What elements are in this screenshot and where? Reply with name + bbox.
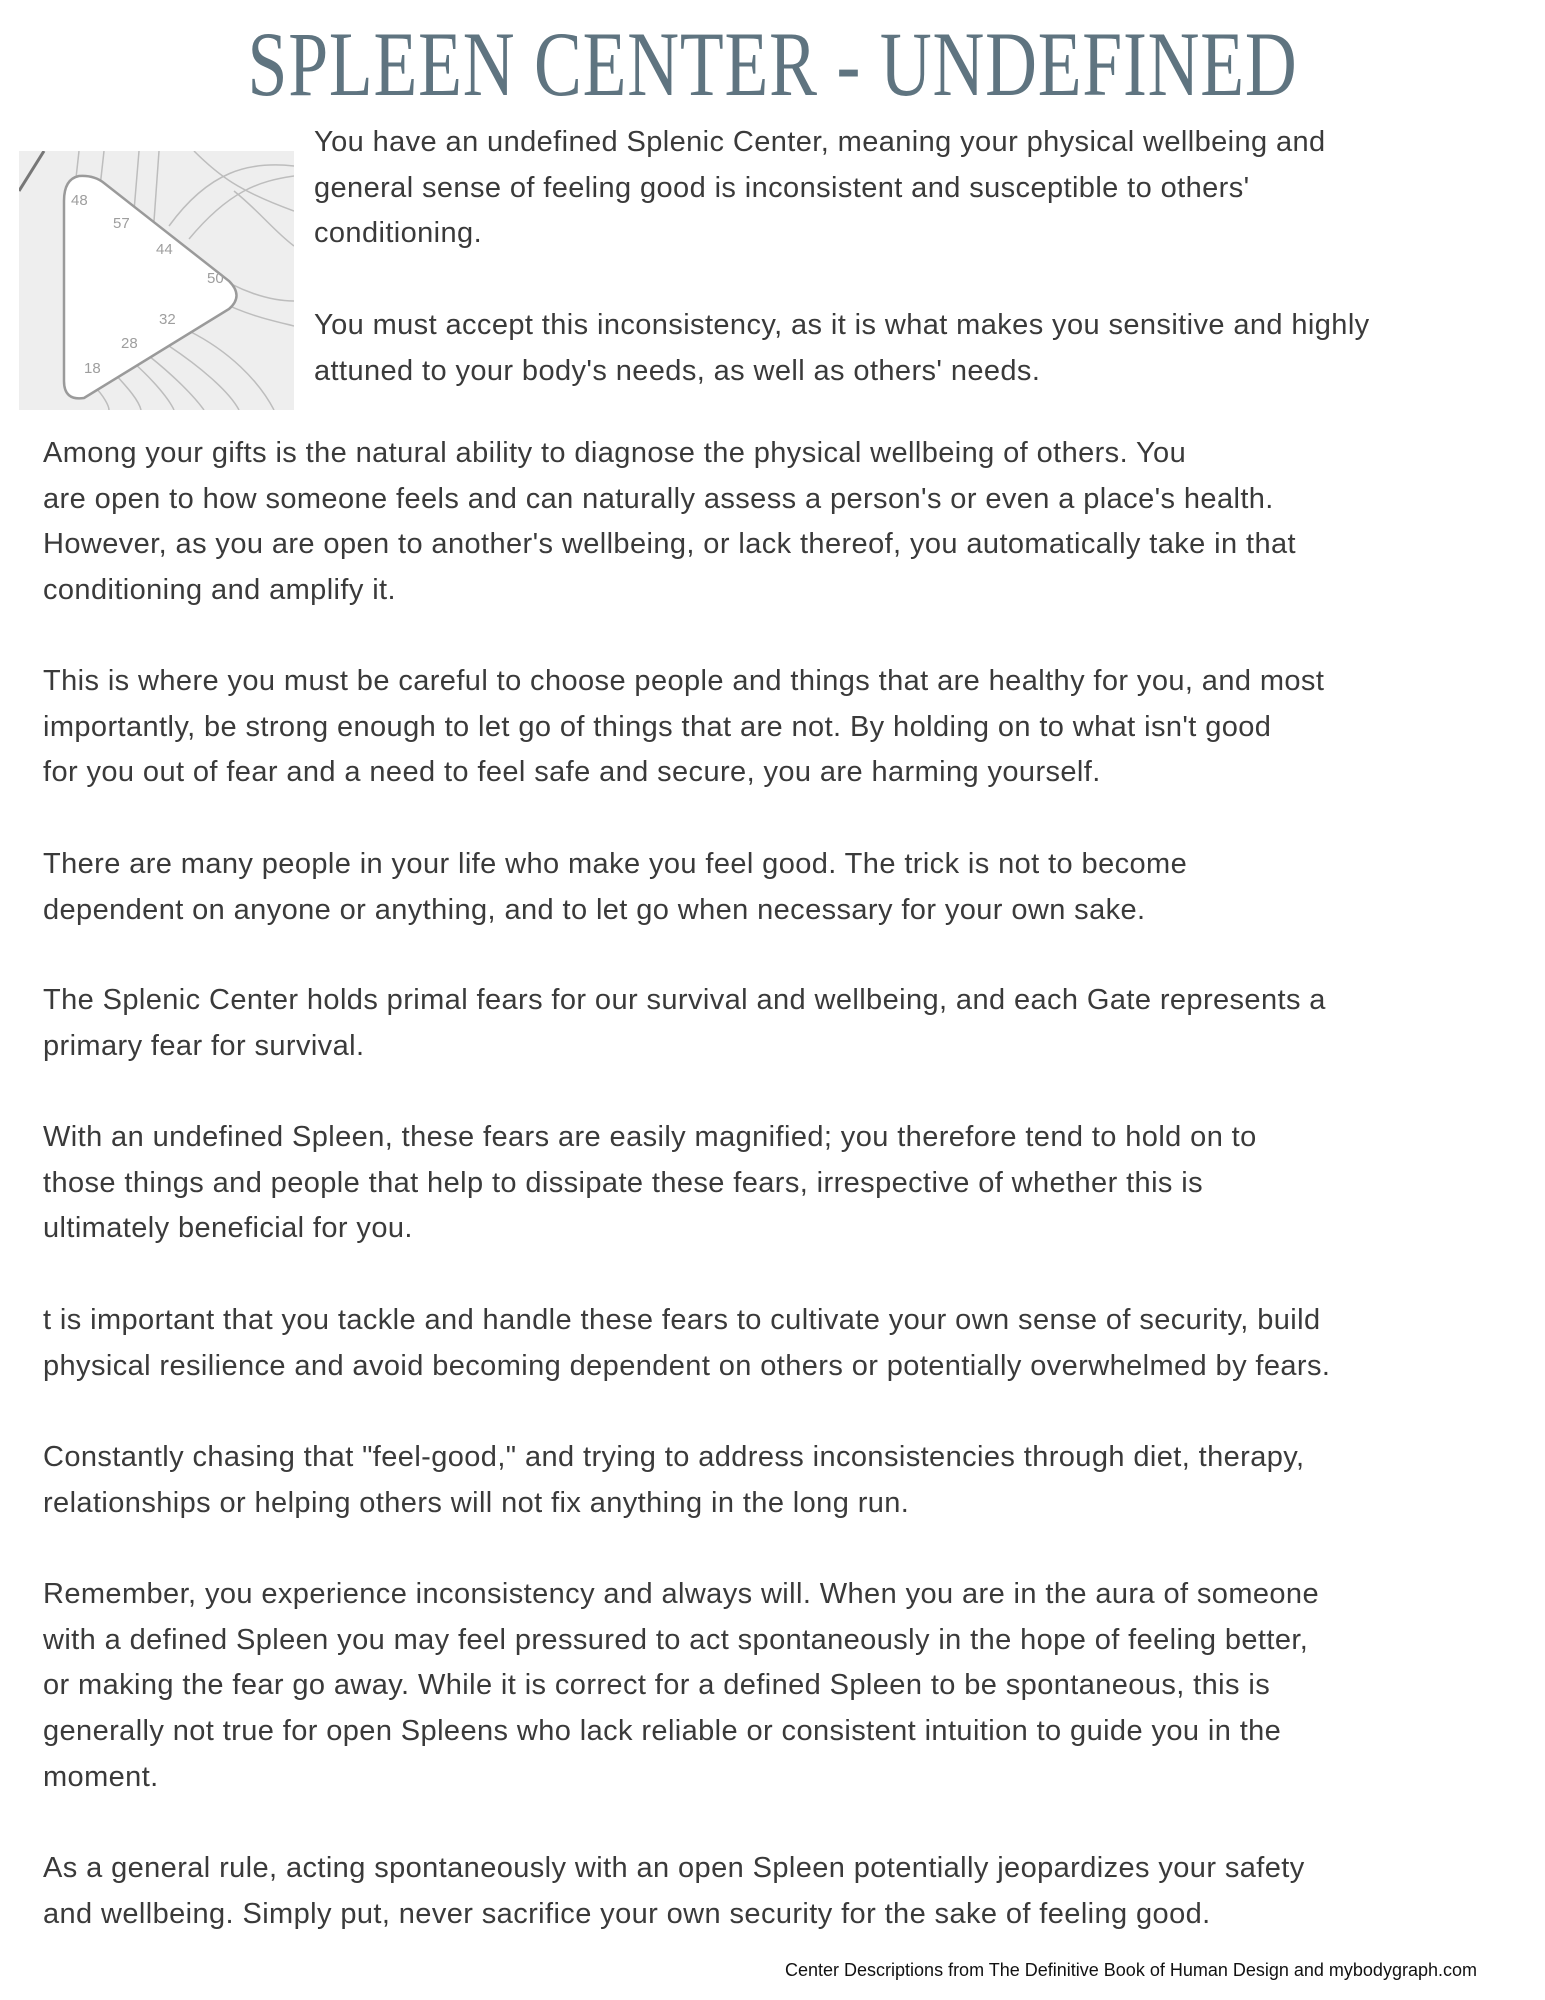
text-line: physical resilience and avoid becoming dependent on others or potentially overwhelmed by fears. [43,1349,1331,1382]
body-paragraph [43,842,1187,933]
text-line: Among your gifts is the natural ability to diagnose the physical wellbeing of others. You [43,437,1187,469]
text-line: relationships or helping others will not fix anything in the long run. [43,1486,910,1519]
text-line: With an undefined Spleen, these fears are easily magnified; you therefore tend to hold on to [43,1121,1257,1153]
text-line: general sense of feeling good is inconsistent and susceptible to others' [314,171,1250,204]
text-line: Constantly chasing that "feel-good," and trying to address inconsistencies through diet, therapy, [43,1441,1305,1473]
text-line: Remember, you experience inconsistency and always will. When you are in the aura of someone [43,1578,1319,1610]
text-line: attuned to your body's needs, as well as others' needs. [314,354,1041,387]
text-line: with a defined Spleen you may feel pressured to act spontaneously in the hope of feeling better, [43,1623,1309,1656]
text-line: You have an undefined Splenic Center, meaning your physical wellbeing and [314,126,1326,158]
intro-paragraph [314,303,1370,394]
text-line: As a general rule, acting spontaneously with an open Spleen potentially jeopardizes your safety [43,1852,1305,1884]
body-paragraph [43,1846,1305,1937]
text-line: This is where you must be careful to choose people and things that are healthy for you, and most [43,665,1325,697]
text-line: or making the fear go away. While it is correct for a defined Spleen to be spontaneous, this is [43,1669,1271,1702]
body-paragraph [43,659,1324,796]
gate-label: 48 [71,192,88,209]
gate-label: 50 [207,270,224,287]
text-line: dependent on anyone or anything, and to let go when necessary for your own sake. [43,893,1146,926]
text-line: and wellbeing. Simply put, never sacrifice your own security for the sake of feeling good. [43,1897,1211,1930]
gate-label: 32 [159,311,176,328]
body-paragraph [43,1298,1330,1389]
page-title: SPLEEN CENTER - UNDEFINED [247,13,1298,115]
body-paragraph [43,431,1296,614]
text-line: ultimately beneficial for you. [43,1212,413,1245]
body-paragraph [43,1435,1304,1526]
text-line: are open to how someone feels and can naturally assess a person's or even a place's health. [43,482,1274,515]
gate-label: 28 [121,335,138,352]
intro-paragraph [314,120,1326,257]
text-line: primary fear for survival. [43,1029,365,1062]
spleen-center-diagram [19,151,294,410]
body-paragraph [43,978,1326,1069]
text-line: conditioning and amplify it. [43,574,396,607]
body-paragraph [43,1572,1319,1801]
text-line: generally not true for open Spleens who lack reliable or consistent intuition to guide you in the [43,1715,1282,1748]
text-line: moment. [43,1760,159,1793]
body-paragraph [43,1115,1257,1252]
text-line: There are many people in your life who make you feel good. The trick is not to become [43,848,1188,880]
text-line: for you out of fear and a need to feel safe and secure, you are harming yourself. [43,756,1101,789]
gate-label: 44 [156,241,173,258]
text-line: However, as you are open to another's wellbeing, or lack thereof, you automatically take in that [43,528,1296,561]
text-line: those things and people that help to dissipate these fears, irrespective of whether this is [43,1166,1204,1199]
text-line: importantly, be strong enough to let go of things that are not. By holding on to what isn't good [43,710,1272,743]
text-line: t is important that you tackle and handle these fears to cultivate your own sense of security, build [43,1304,1321,1336]
gate-label: 18 [84,360,101,377]
gate-label: 57 [113,215,130,232]
text-line: conditioning. [314,217,483,250]
text-line: You must accept this inconsistency, as it is what makes you sensitive and highly [314,309,1370,341]
source-credit: Center Descriptions from The Definitive Book of Human Design and mybodygraph.com [785,1960,1477,1980]
text-line: The Splenic Center holds primal fears for our survival and wellbeing, and each Gate represents a [43,984,1326,1016]
